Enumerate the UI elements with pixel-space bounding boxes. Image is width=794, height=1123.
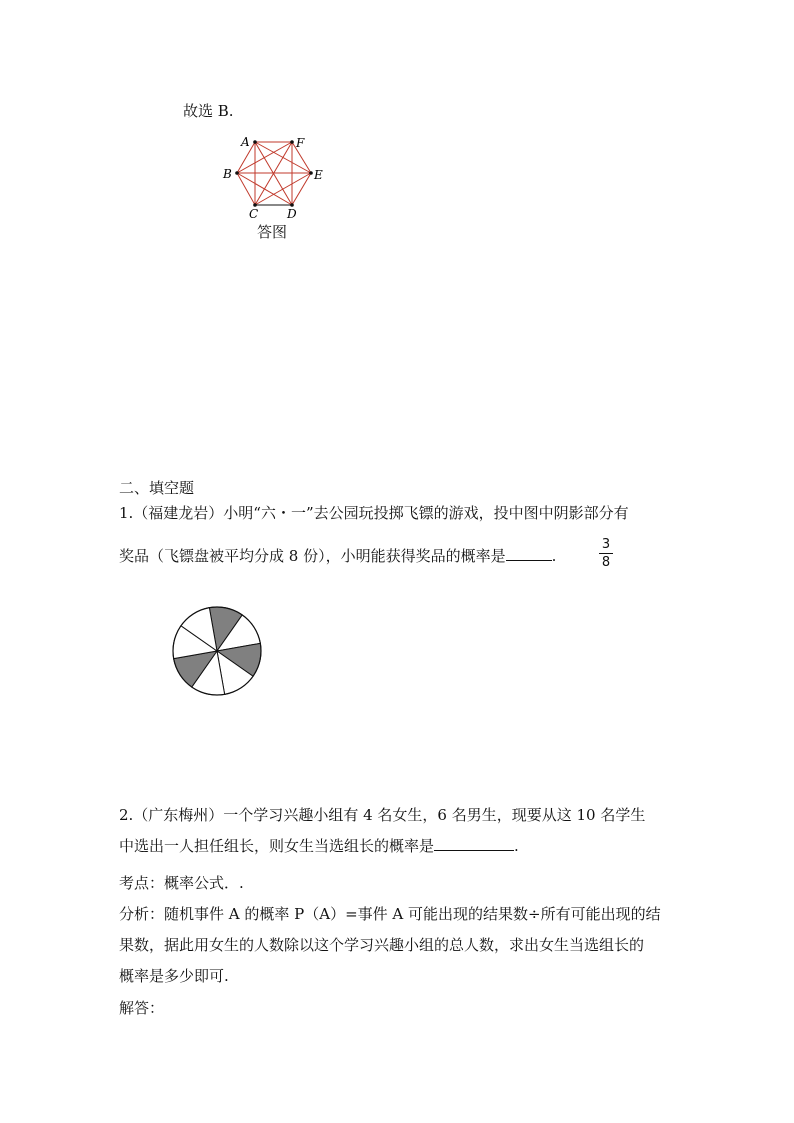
q2-line2-end: . [514,837,519,855]
q1-line1: 1.（福建龙岩）小明“六・一”去公园玩投掷飞镖的游戏，投中图中阴影部分有 [119,504,629,522]
q2-jieda: 解答： [119,999,165,1017]
q2-fenxi-line1: 分析：随机事件 A 的概率 P（A）=事件 A 可能出现的结果数÷所有可能出现的结 [119,905,661,923]
q2-kaodian: 考点：概率公式．. [119,874,244,892]
vertex-label-e: E [314,168,323,182]
q2-fenxi-line2: 果数，据此用女生的人数除以这个学习兴趣小组的总人数，求出女生当选组长的 [119,936,645,954]
q2-line2-text: 中选出一人担任组长，则女生当选组长的概率是 [119,837,435,855]
vertex-label-d: D [287,207,297,221]
q1-answer-denominator: 8 [601,555,611,570]
q1-line2-end: . [551,547,557,565]
vertex-label-b: B [223,167,232,181]
q2-fenxi-line3: 概率是多少即可. [119,967,229,985]
q2-answer-blank [434,836,514,851]
vertex-label-a: A [241,135,250,149]
q1-answer-numerator: 3 [601,537,611,552]
vertex-label-c: C [249,207,259,221]
vertex-label-f: F [296,136,305,150]
q1-line2-text: 奖品（飞镖盘被平均分成 8 份），小明能获得奖品的概率是 [119,547,506,565]
q2-line1: 2.（广东梅州）一个学习兴趣小组有 4 名女生，6 名男生，现要从这 10 名学生 [119,806,646,824]
answer-conclusion: 故选 B. [183,102,234,120]
q2-line2 [119,836,519,856]
diagram-caption: 答图 [257,223,288,241]
section-title: 二、填空题 [119,479,195,497]
